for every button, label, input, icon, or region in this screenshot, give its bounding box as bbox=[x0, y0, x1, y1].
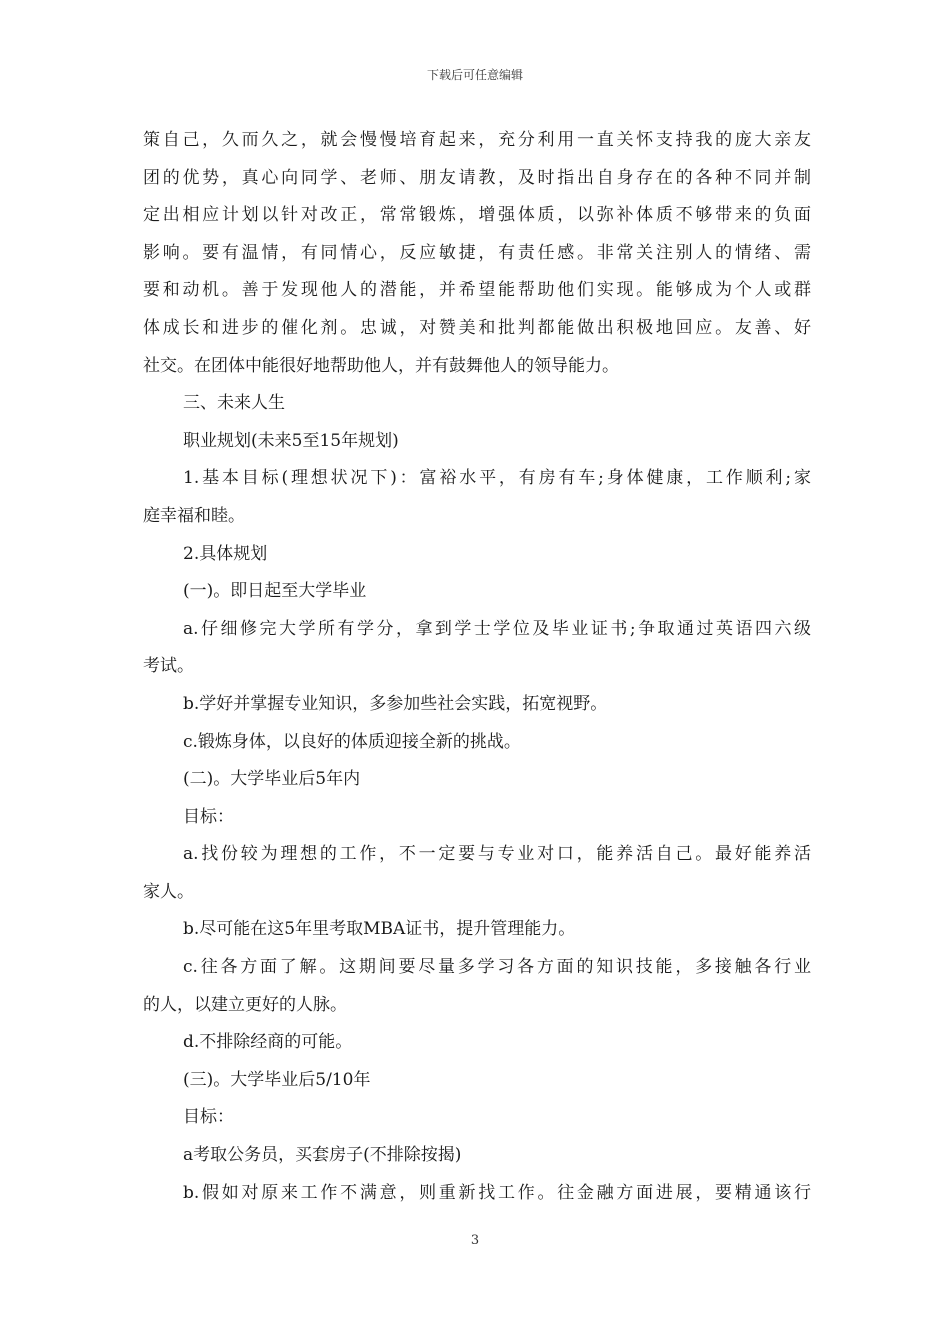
text-line: 目标： bbox=[183, 1107, 234, 1128]
text-line: 家人。 bbox=[143, 881, 194, 902]
text-line: 社交。在团体中能很好地帮助他人，并有鼓舞他人的领导能力。 bbox=[143, 355, 619, 376]
text-line: 目标： bbox=[183, 806, 234, 827]
text-line: 2.具体规划 bbox=[183, 543, 268, 564]
text-line: (一)。即日起至大学毕业 bbox=[183, 581, 367, 602]
text-line: a考取公务员，买套房子(不排除按揭) bbox=[183, 1145, 462, 1166]
text-line: 三、未来人生 bbox=[183, 393, 285, 414]
text-line: 职业规划(未来5至15年规划) bbox=[183, 430, 399, 451]
text-line: b.学好并掌握专业知识，多参加些社会实践，拓宽视野。 bbox=[183, 693, 608, 714]
text-line: (三)。大学毕业后5/10年 bbox=[183, 1069, 371, 1090]
text-line: 影响。要有温情，有同情心，反应敏捷，有责任感。非常关注别人的情绪、需 bbox=[143, 242, 811, 263]
text-line: a.仔细修完大学所有学分，拿到学士学位及毕业证书;争取通过英语四六级 bbox=[183, 618, 811, 639]
text-line: 要和动机。善于发现他人的潜能，并希望能帮助他们实现。能够成为个人或群 bbox=[143, 280, 811, 301]
text-line: b.假如对原来工作不满意，则重新找工作。往金融方面进展，要精通该行 bbox=[183, 1182, 811, 1203]
page-header: 下载后可任意编辑 bbox=[426, 68, 523, 82]
text-line: 庭幸福和睦。 bbox=[143, 505, 245, 526]
text-line: c.锻炼身体，以良好的体质迎接全新的挑战。 bbox=[183, 731, 521, 752]
text-line: 定出相应计划以针对改正，常常锻炼，增强体质，以弥补体质不够带来的负面 bbox=[143, 205, 811, 226]
text-line: 策自己，久而久之，就会慢慢培育起来，充分利用一直关怀支持我的庞大亲友 bbox=[143, 130, 811, 150]
page-number: 3 bbox=[470, 1233, 480, 1248]
text-line: c.往各方面了解。这期间要尽量多学习各方面的知识技能，多接触各行业 bbox=[183, 957, 811, 978]
text-line: a.找份较为理想的工作，不一定要与专业对口，能养活自己。最好能养活 bbox=[183, 844, 811, 865]
text-line: 1.基本目标(理想状况下)：富裕水平，有房有车;身体健康，工作顺利;家 bbox=[183, 468, 811, 489]
text-line: 团的优势，真心向同学、老师、朋友请教，及时指出自身存在的各种不同并制 bbox=[143, 167, 811, 188]
text-line: 考试。 bbox=[143, 656, 194, 677]
text-line: (二)。大学毕业后5年内 bbox=[183, 769, 361, 790]
document-body bbox=[143, 128, 811, 1218]
text-line: 的人，以建立更好的人脉。 bbox=[143, 994, 347, 1015]
text-line: 体成长和进步的催化剂。忠诚，对赞美和批判都能做出积极地回应。友善、好 bbox=[143, 317, 811, 338]
text-line: d.不排除经商的可能。 bbox=[183, 1032, 353, 1053]
text-line: b.尽可能在这5年里考取MBA证书，提升管理能力。 bbox=[183, 919, 576, 940]
